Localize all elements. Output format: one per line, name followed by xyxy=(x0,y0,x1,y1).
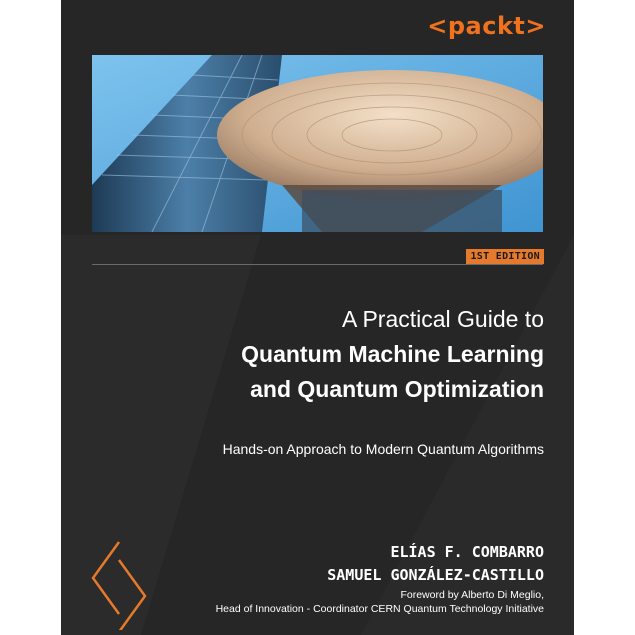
divider-line xyxy=(92,264,543,265)
title-line-2: Quantum Machine Learning xyxy=(241,341,544,367)
chevron-logo-icon xyxy=(89,540,149,630)
foreword-line-2: Head of Innovation - Coordinator CERN Quantum Technology Initiative xyxy=(215,603,544,615)
author-2: SAMUEL GONZÁLEZ-CASTILLO xyxy=(327,566,544,584)
subtitle: Hands-on Approach to Modern Quantum Algorithms xyxy=(222,441,544,457)
title-line-1: A Practical Guide to xyxy=(342,306,544,332)
author-1: ELÍAS F. COMBARRO xyxy=(390,543,544,561)
building-illustration xyxy=(92,55,543,232)
publisher-logo: <packt> xyxy=(427,12,546,40)
foreword-credit xyxy=(216,588,544,616)
cover-photo xyxy=(92,55,543,232)
book-cover xyxy=(61,0,574,635)
edition-badge: 1ST EDITION xyxy=(466,249,544,264)
foreword-line-1: Foreword by Alberto Di Meglio, xyxy=(400,589,544,601)
title-line-3: and Quantum Optimization xyxy=(250,376,544,402)
